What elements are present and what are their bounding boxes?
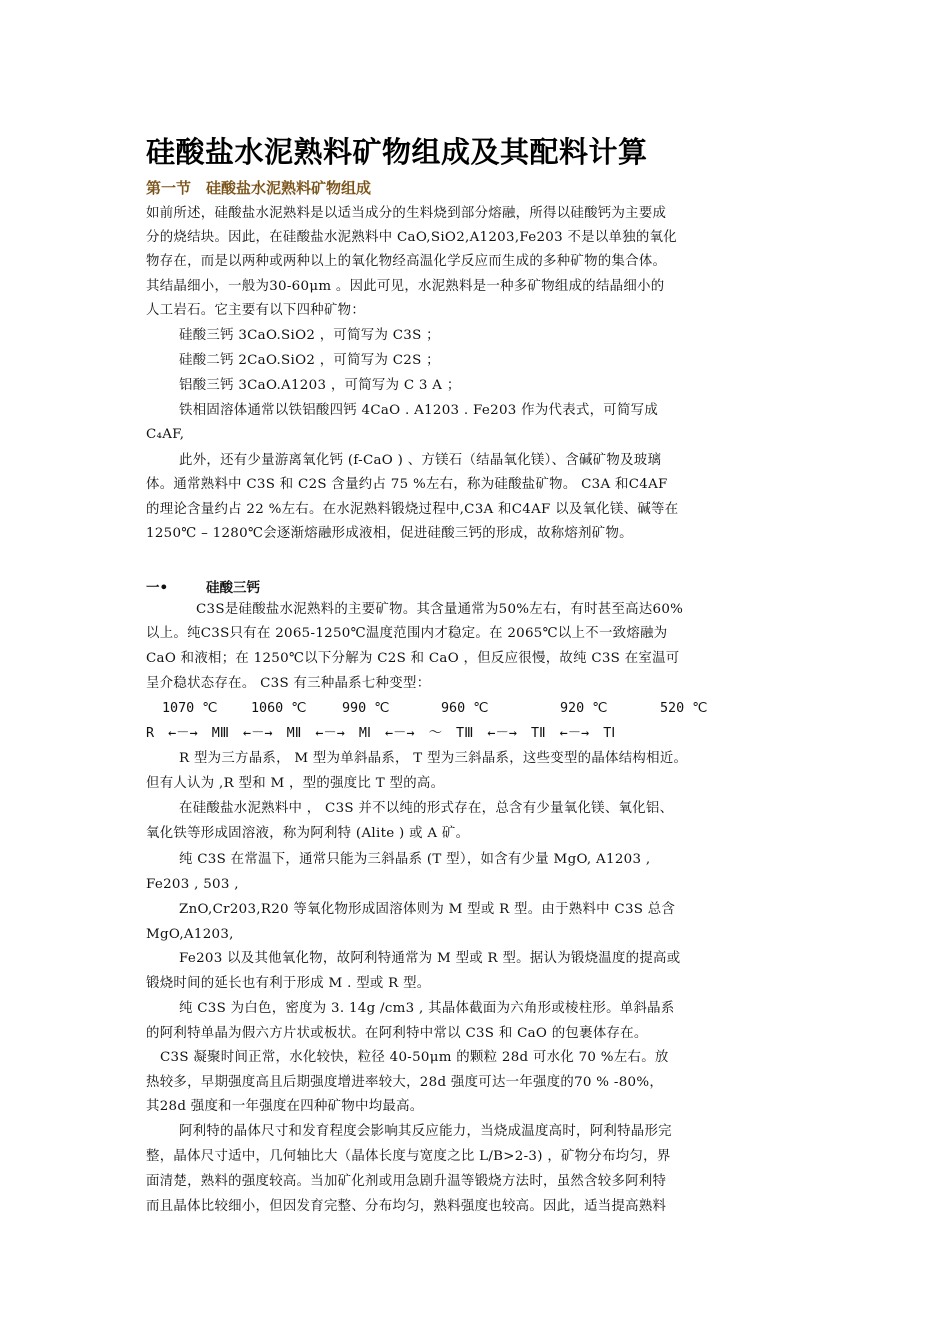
text-line: 以上。纯C3S只有在 2065-1250℃温度范围内才稳定。在 2065℃以上不一致熔融为 — [146, 626, 668, 641]
text-line: 呈介稳状态存在。 C3S 有三种晶系七种变型： — [146, 676, 431, 691]
mineral-line: 铁相固溶体通常以铁铝酸四钙 4CaO . A1203 . Fe203 作为代表式，可简写成 — [179, 403, 659, 418]
text-line: R 型为三方晶系， M 型为单斜晶系， T 型为三斜晶系，这些变型的晶体结构相近。 — [179, 751, 688, 766]
temperature-label: 960 ℃ — [441, 701, 489, 716]
temperature-label: 1070 ℃ — [162, 701, 218, 716]
text-line: 纯 C3S 在常温下，通常只能为三斜晶系 (T 型），如含有少量 MgO, A1203 , — [179, 852, 651, 867]
text-line: 但有人认为 ,R 型和 M ，型的强度比 T 型的高。 — [146, 776, 445, 791]
temperature-label: 920 ℃ — [560, 701, 608, 716]
text-line: 分的烧结块。因此，在硅酸盐水泥熟料中 CaO,SiO2,A1203,Fe203 不是以单独的氧化 — [146, 230, 678, 245]
text-line: 面清楚，熟料的强度较高。当加矿化剂或用急剧升温等锻烧方法时，虽然含较多阿利特 — [146, 1174, 667, 1189]
text-line: 此外，还有少量游离氧化钙 (f-CaO ) 、方镁石（结晶氧化镁）、含碱矿物及玻璃 — [179, 453, 662, 468]
text-line: 热较多，早期强度高且后期强度增进率较大，28d 强度可达一年强度的70 % -80%， — [146, 1075, 664, 1090]
subsection-heading — [146, 576, 260, 596]
temperature-label: 520 ℃ — [660, 701, 708, 716]
text-line: 阿利特的晶体尺寸和发育程度会影响其反应能力，当烧成温度高时，阿利特晶形完 — [179, 1124, 672, 1139]
text-line: 1250℃ – 1280℃会逐渐熔融形成液相，促进硅酸三钙的形成，故称熔剂矿物。 — [146, 526, 633, 541]
text-line: C3S 凝聚时间正常，水化较快，粒径 40-50μm 的颗粒 28d 可水化 70 %左右。放 — [160, 1050, 669, 1065]
text-line: 物存在，而是以两种或两种以上的氧化物经高温化学反应而生成的多种矿物的集合体。 — [146, 254, 667, 269]
text-line: 锻烧时间的延长也有利于形成 M . 型或 R 型。 — [146, 976, 431, 991]
text-line: MgO,A1203, — [146, 927, 234, 942]
subsection-title: 硅酸三钙 — [206, 580, 260, 596]
text-line: 而且晶体比较细小，但因发育完整、分布均匀，熟料强度也较高。因此，适当提高熟料 — [146, 1199, 667, 1214]
mineral-line: 铝酸三钙 3CaO.A1203 ，可简写为 C 3 A ； — [179, 378, 461, 393]
subsection-number: 一• — [146, 580, 169, 596]
phase-transition-line: R ←－→ MⅢ ←－→ MⅡ ←－→ MⅠ ←－→ ～ TⅢ ←－→ TⅡ ←－→ TⅠ — [146, 726, 616, 741]
text-line: 体。通常熟料中 C3S 和 C2S 含量约占 75 %左右，称为硅酸盐矿物。 C3A 和C4AF — [146, 477, 668, 492]
text-line: Fe203 以及其他氧化物，故阿利特通常为 M 型或 R 型。据认为锻烧温度的提高或 — [179, 951, 681, 966]
text-line: 氧化铁等形成固溶液，称为阿利特 (Alite ) 或 A 矿。 — [146, 826, 470, 841]
text-line: 其结晶细小，一般为30-60μm 。因此可见，水泥熟料是一种多矿物组成的结晶细小的 — [146, 279, 665, 294]
text-line: 的阿利特单晶为假六方片状或板状。在阿利特中常以 C3S 和 CaO 的包裹体存在。 — [146, 1026, 648, 1041]
text-line: 如前所述，硅酸盐水泥熟料是以适当成分的生料烧到部分熔融，所得以硅酸钙为主要成 — [146, 206, 667, 221]
text-line: 在硅酸盐水泥熟料中 ， C3S 并不以纯的形式存在，总含有少量氧化镁、氧化铝、 — [179, 801, 674, 816]
mineral-line: 硅酸二钙 2CaO.SiO2 ，可简写为 C2S ； — [179, 353, 440, 368]
section-heading: 第一节 硅酸盐水泥熟料矿物组成 — [146, 179, 372, 197]
text-line: C3S是硅酸盐水泥熟料的主要矿物。其含量通常为50%左右，有时甚至高达60% — [196, 602, 684, 617]
text-line: Fe203 , 503 , — [146, 877, 239, 892]
text-line: C₄AF, — [146, 427, 185, 442]
page-title: 硅酸盐水泥熟料矿物组成及其配料计算 — [146, 135, 648, 169]
text-line: 其28d 强度和一年强度在四种矿物中均最高。 — [146, 1099, 424, 1114]
mineral-line: 硅酸三钙 3CaO.SiO2 ，可简写为 C3S ； — [179, 328, 440, 343]
text-line: 的理论含量约占 22 %左右。在水泥熟料锻烧过程中,C3A 和C4AF 以及氧化镁、碱等在 — [146, 502, 679, 517]
text-line: 人工岩石。它主要有以下四种矿物： — [146, 303, 366, 318]
text-line: 整，晶体尺寸适中，几何轴比大（晶体长度与宽度之比 L/B>2-3) ，矿物分布均匀，界 — [146, 1149, 671, 1164]
text-line: 纯 C3S 为白色，密度为 3. 14g /cm3 , 其晶体截面为六角形或棱柱形。单斜晶系 — [179, 1001, 675, 1016]
text-line: CaO 和液相；在 1250℃以下分解为 C2S 和 CaO ，但反应很慢，故纯 C3S 在室温可 — [146, 651, 680, 666]
text-line: ZnO,Cr203,R20 等氧化物形成固溶体则为 M 型或 R 型。由于熟料中 C3S 总含 — [179, 902, 676, 917]
temperature-label: 990 ℃ — [342, 701, 390, 716]
temperature-label: 1060 ℃ — [251, 701, 307, 716]
